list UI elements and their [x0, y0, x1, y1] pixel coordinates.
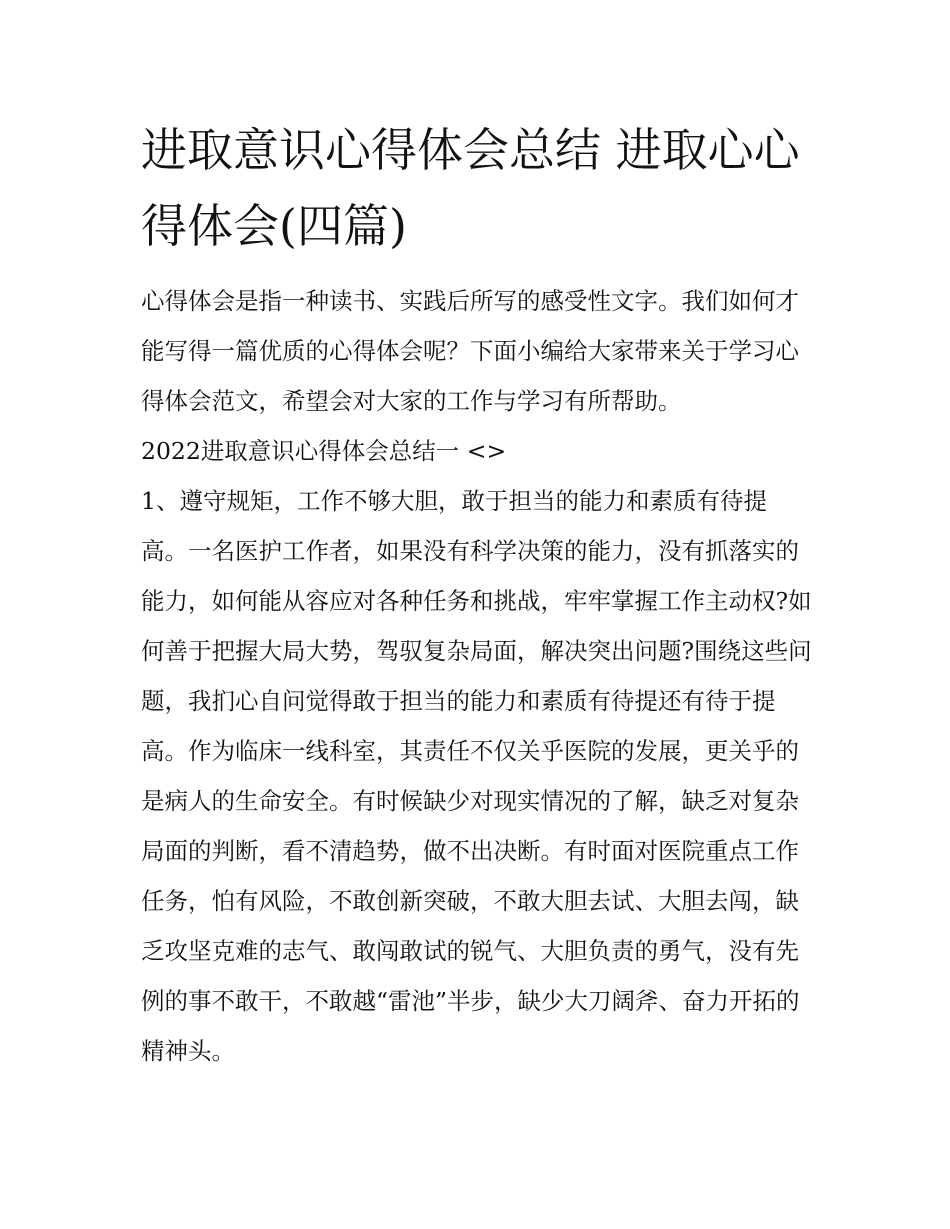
- document-title: 进取意识心得体会总结 进取心心得体会(四篇): [141, 123, 800, 253]
- body-paragraph: 1、遵守规矩，工作不够大胆，敢于担当的能力和素质有待提高。一名医护工作者，如果没有科学决策的能力，没有抓落实的能力，如何能从容应对各种任务和挑战，牢牢掌握工作主动权?如何善于把握大局大势，驾驭复杂局面，解决突出问题?围绕这些问题，我扪心自问觉得敢于担当的能力和素质有待提还有待于提高。作为临床一线科室，其责任不仅关乎医院的发展，更关乎的是病人的生命安全。有时候缺少对现实情况的了解，缺乏对复杂局面的判断，看不清趋势，做不出决断。有时面对医院重点工作任务，怕有风险，不敢创新突破，不敢大胆去试、大胆去闯，缺乏攻坚克难的志气、敢闯敢试的锐气、大胆负责的勇气，没有先例的事不敢干，不敢越“雷池”半步，缺少大刀阔斧、奋力开拓的精神头。: [141, 487, 812, 1065]
- section-heading: 2022进取意识心得体会总结一 <>: [141, 437, 507, 465]
- document-page: [141, 112, 813, 1076]
- intro-paragraph: 心得体会是指一种读书、实践后所写的感受性文字。我们如何才能写得一篇优质的心得体会呢？下面小编给大家带来关于学习心得体会范文，希望会对大家的工作与学习有所帮助。: [141, 287, 799, 415]
